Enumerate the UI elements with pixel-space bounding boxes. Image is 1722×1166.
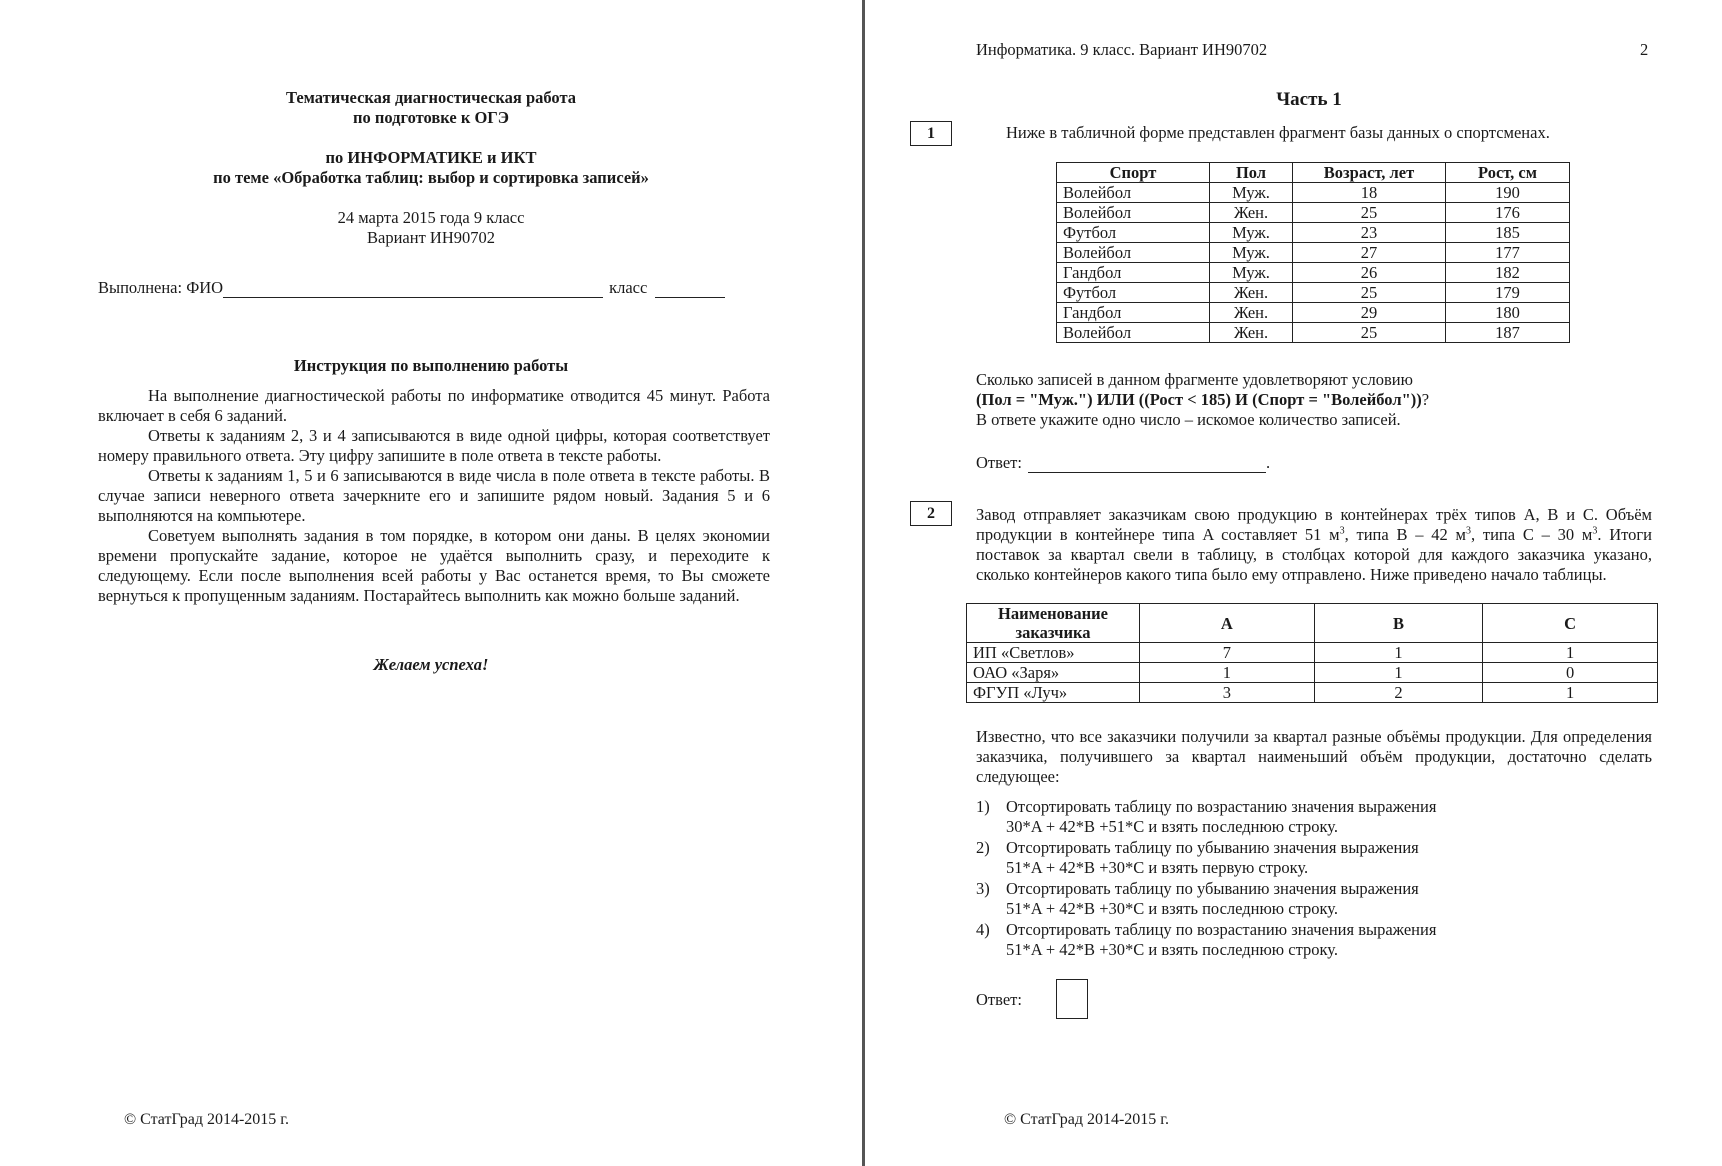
table-cell: 29 [1293, 303, 1446, 323]
table-cell: 1 [1483, 683, 1658, 703]
table-cell: 1 [1483, 643, 1658, 663]
title-block [0, 88, 862, 128]
table-cell: Гандбол [1057, 303, 1210, 323]
class-label: класс [609, 278, 648, 297]
table-cell: Волейбол [1057, 203, 1210, 223]
variant-line: Вариант ИН90702 [367, 228, 495, 247]
column-header: Возраст, лет [1293, 163, 1446, 183]
topic-line-2: по теме «Обработка таблиц: выбор и сортировка записей» [213, 168, 649, 187]
table-row [967, 663, 1658, 683]
superscript: 3 [1592, 525, 1598, 537]
table-cell: Жен. [1210, 323, 1293, 343]
footer-copyright: © СтатГрад 2014-2015 г. [1004, 1111, 1170, 1128]
table-cell: 180 [1446, 303, 1570, 323]
task2-text-part: , типа C – 30 м [1470, 525, 1593, 544]
table-cell: 187 [1446, 323, 1570, 343]
table-cell: Муж. [1210, 183, 1293, 203]
table-cell: Жен. [1210, 303, 1293, 323]
table-cell: 3 [1140, 683, 1315, 703]
table-cell: Муж. [1210, 263, 1293, 283]
table-cell: 18 [1293, 183, 1446, 203]
table-cell: 1 [1314, 643, 1482, 663]
topic-block [0, 148, 862, 188]
table-cell: Волейбол [1057, 183, 1210, 203]
column-header: Рост, см [1446, 163, 1570, 183]
table-row [1057, 283, 1570, 303]
footer-copyright: © СтатГрад 2014-2015 г. [124, 1111, 290, 1128]
option-line: 51*A + 42*B +30*C и взять первую строку. [1006, 858, 1309, 877]
answer-option [976, 797, 1652, 837]
option-number: 3) [976, 879, 990, 898]
task2-text-part: , типа B – 42 м [1344, 525, 1466, 544]
table-cell: ИП «Светлов» [967, 643, 1140, 663]
question-mark: ? [1421, 390, 1430, 409]
answer-period: . [1265, 453, 1271, 472]
table-cell: 185 [1446, 223, 1570, 243]
wish-text: Желаем успеха! [373, 655, 489, 674]
date-block [0, 208, 862, 248]
table-cell: 25 [1293, 323, 1446, 343]
table-cell: 27 [1293, 243, 1446, 263]
right-page [866, 0, 1722, 1166]
table-cell: 25 [1293, 283, 1446, 303]
task-number-box: 1 [910, 121, 952, 146]
table-cell: 190 [1446, 183, 1570, 203]
column-header: C [1483, 604, 1658, 643]
table-cell: 179 [1446, 283, 1570, 303]
task2-note: Известно, что все заказчики получили за квартал разные объёмы продукции. Для определения заказчика, получившего за квартал наименьший объём продукции, достаточно сделать следующее: [976, 727, 1652, 786]
instruction-paragraph: На выполнение диагностической работы по информатике отводится 45 минут. Работа включает в себя 6 заданий. [98, 386, 770, 425]
table-row [1057, 203, 1570, 223]
fio-blank[interactable] [223, 281, 603, 298]
page-divider [862, 0, 865, 1166]
running-header: Информатика. 9 класс. Вариант ИН90702 [976, 40, 1268, 59]
option-line: Отсортировать таблицу по убыванию значения выражения [1006, 879, 1419, 898]
table-cell: Муж. [1210, 223, 1293, 243]
column-header: A [1140, 604, 1315, 643]
superscript: 3 [1465, 525, 1471, 537]
option-number: 4) [976, 920, 990, 939]
answer-box[interactable] [1056, 979, 1088, 1019]
table-cell: 25 [1293, 203, 1446, 223]
fio-label: Выполнена: ФИО [98, 278, 224, 297]
table-cell: 23 [1293, 223, 1446, 243]
option-line: 51*A + 42*B +30*C и взять последнюю строку. [1006, 899, 1338, 918]
question-line: В ответе укажите одно число – искомое количество записей. [976, 410, 1401, 429]
answer-option [976, 920, 1652, 960]
table-cell: Муж. [1210, 243, 1293, 263]
task2-text-part: Завод отправляет заказчикам свою продукцию в контейнерах трёх типов A, B и C. Объём продукции в контейнере типа A составляет 51 м [976, 505, 1652, 544]
instruction-paragraph: Ответы к заданиям 1, 5 и 6 записываются в виде числа в поле ответа в тексте работы. В случае записи неверного ответа зачеркните его и запишите рядом новый. Задания 5 и 6 выполняются на компьютере. [98, 466, 770, 525]
question-line: Сколько записей в данном фрагменте удовлетворяют условию [976, 370, 1413, 389]
customers-table [966, 603, 1658, 703]
table-row [1057, 223, 1570, 243]
table-cell: Волейбол [1057, 323, 1210, 343]
table-row [967, 643, 1658, 663]
column-header: Спорт [1057, 163, 1210, 183]
table-cell: Волейбол [1057, 243, 1210, 263]
table-cell: Жен. [1210, 283, 1293, 303]
table-cell: Футбол [1057, 223, 1210, 243]
task1-intro: Ниже в табличной форме представлен фрагмент базы данных о спортсменах. [1006, 123, 1550, 142]
option-line: 30*A + 42*B +51*C и взять последнюю строку. [1006, 817, 1338, 836]
answer-options [976, 797, 1652, 961]
fio-line [98, 278, 725, 298]
column-header: Наименование заказчика [967, 604, 1140, 643]
task-number-box: 2 [910, 501, 952, 526]
answer-option [976, 879, 1652, 919]
instruction-paragraph: Советуем выполнять задания в том порядке, в котором они даны. В целях экономии времени пропускайте задание, которое не удаётся выполнить сразу, и переходите к следующему. Если после выполнения всей работы у Вас останется время, то Вы сможете вернуться к пропущенным заданиям. Постарайтесь выполнить как можно больше заданий. [98, 526, 770, 605]
task2-answer-label: Ответ: [976, 990, 1022, 1009]
class-blank[interactable] [655, 281, 725, 298]
page-number: 2 [1640, 40, 1649, 59]
table-cell: Жен. [1210, 203, 1293, 223]
table-row [1057, 303, 1570, 323]
option-line: Отсортировать таблицу по возрастанию значения выражения [1006, 920, 1437, 939]
instructions-title: Инструкция по выполнению работы [293, 356, 569, 375]
answer-option [976, 838, 1652, 878]
table-cell: 2 [1314, 683, 1482, 703]
task1-question [976, 370, 1696, 430]
table-cell: Гандбол [1057, 263, 1210, 283]
table-cell: 7 [1140, 643, 1315, 663]
task2-text [976, 505, 1652, 585]
table-cell: ФГУП «Луч» [967, 683, 1140, 703]
answer-label: Ответ: [976, 453, 1022, 472]
table-header-row [967, 604, 1658, 643]
table-row [967, 683, 1658, 703]
column-header: Пол [1210, 163, 1293, 183]
table-cell: Футбол [1057, 283, 1210, 303]
table-cell: 0 [1483, 663, 1658, 683]
table-cell: 177 [1446, 243, 1570, 263]
table-cell: 26 [1293, 263, 1446, 283]
title-line-1: Тематическая диагностическая работа [285, 88, 577, 107]
table-row [1057, 243, 1570, 263]
instructions [98, 386, 770, 606]
part-title: Часть 1 [1276, 89, 1342, 110]
option-line: 51*A + 42*B +30*C и взять последнюю строку. [1006, 940, 1338, 959]
instruction-paragraph: Ответы к заданиям 2, 3 и 4 записываются в виде одной цифры, которая соответствует номеру правильного ответа. Эту цифру запишите в поле ответа в тексте работы. [98, 426, 770, 465]
option-number: 1) [976, 797, 990, 816]
topic-line-1: по ИНФОРМАТИКЕ и ИКТ [325, 148, 537, 167]
option-line: Отсортировать таблицу по убыванию значения выражения [1006, 838, 1419, 857]
column-header: B [1314, 604, 1482, 643]
table-cell: ОАО «Заря» [967, 663, 1140, 683]
option-line: Отсортировать таблицу по возрастанию значения выражения [1006, 797, 1437, 816]
superscript: 3 [1339, 525, 1345, 537]
question-condition: (Пол = "Муж.") ИЛИ ((Рост < 185) И (Спорт = "Волейбол")) [976, 390, 1422, 409]
answer-blank[interactable] [1028, 457, 1266, 473]
table-cell: 1 [1140, 663, 1315, 683]
table-header-row [1057, 163, 1570, 183]
question-condition-line [976, 390, 1696, 410]
option-number: 2) [976, 838, 990, 857]
table-row [1057, 263, 1570, 283]
table-cell: 1 [1314, 663, 1482, 683]
table-cell: 182 [1446, 263, 1570, 283]
table-cell: 176 [1446, 203, 1570, 223]
athletes-table [1056, 162, 1570, 343]
title-line-2: по подготовке к ОГЭ [353, 108, 509, 127]
date-line: 24 марта 2015 года 9 класс [337, 208, 525, 227]
task2-text-part: . Итоги поставок за квартал свели в таблицу, в столбцах которой для каждого заказчика указано, сколько контейнеров какого типа было ему отправлено. Ниже приведено начало таблицы. [976, 525, 1652, 584]
table-row [1057, 323, 1570, 343]
table-row [1057, 183, 1570, 203]
task1-answer [976, 453, 1270, 473]
